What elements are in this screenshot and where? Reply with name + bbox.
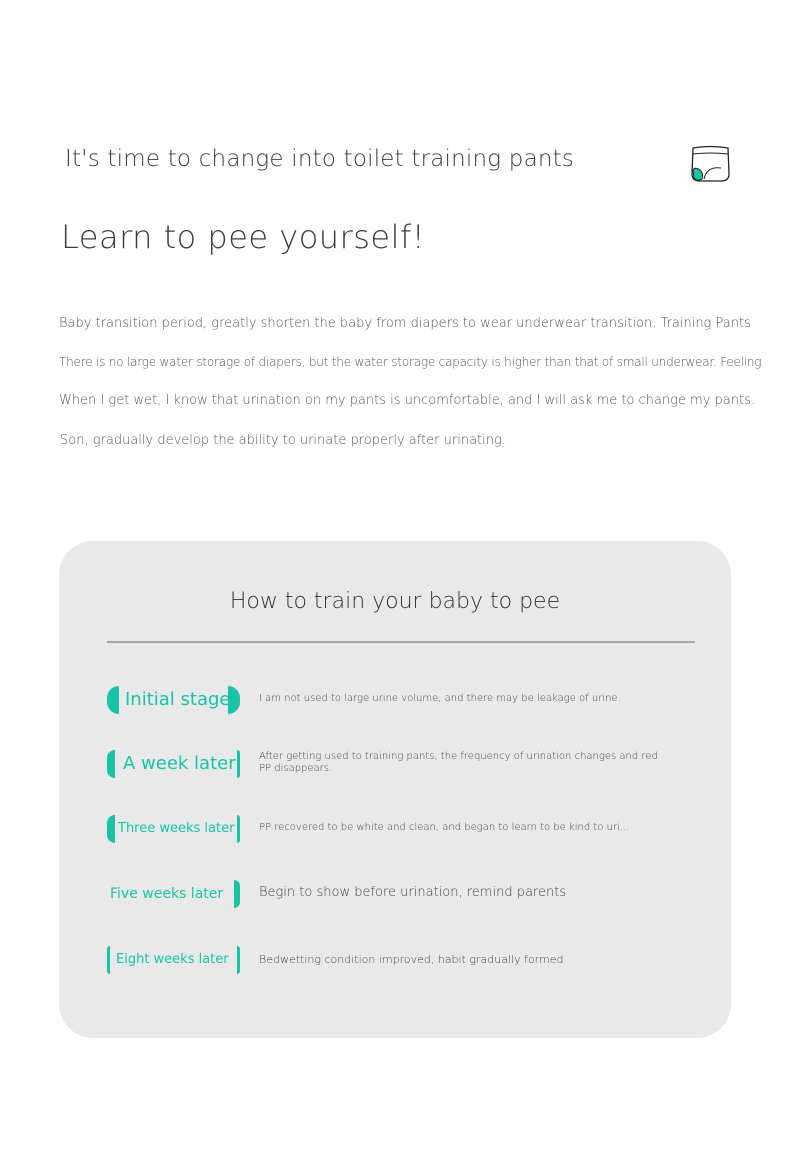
stage-badge <box>107 879 240 909</box>
divider <box>107 641 695 643</box>
training-title: How to train your baby to pee <box>229 589 561 614</box>
stage-row <box>107 945 695 981</box>
stage-label: Eight weeks later <box>116 952 229 967</box>
intro-line: Son, gradually develop the ability to urinate properly after urinating. <box>60 433 506 448</box>
training-pants-icon <box>690 144 731 183</box>
training-card <box>59 541 731 1038</box>
stage-description: Bedwetting condition improved, habit gradually formed <box>259 953 564 966</box>
intro-line: There is no large water storage of diapers, but the water storage capacity is higher than that of small underwear. Feeling <box>59 355 762 369</box>
stage-badge <box>107 685 240 715</box>
stage-badge <box>107 814 240 844</box>
stage-row <box>107 879 695 915</box>
stage-badge <box>107 749 240 779</box>
page-subtitle: It's time to change into toilet training pants <box>65 146 575 172</box>
stage-row <box>107 749 695 785</box>
stage-label: Initial stage <box>125 689 231 710</box>
stage-description: After getting used to training pants, the frequency of urination changes and red PP disappears. <box>259 751 658 774</box>
stage-label: A week later <box>123 753 236 774</box>
stage-row <box>107 685 695 721</box>
intro-line: Baby transition period, greatly shorten the baby from diapers to wear underwear transition. Training Pants <box>59 316 751 331</box>
stage-description: PP recovered to be white and clean, and began to learn to be kind to uri... <box>259 822 630 833</box>
stage-label: Three weeks later <box>118 821 235 836</box>
stage-row <box>107 814 695 850</box>
stage-badge <box>107 945 240 975</box>
stage-description: Begin to show before urination, remind parents <box>259 885 567 900</box>
page-headline: Learn to pee yourself! <box>61 218 426 256</box>
stage-label: Five weeks later <box>110 886 224 902</box>
stage-description: I am not used to large urine volume, and there may be leakage of urine. <box>259 693 621 704</box>
intro-line: When I get wet, I know that urination on my pants is uncomfortable, and I will ask me to change my pants. <box>59 393 755 408</box>
